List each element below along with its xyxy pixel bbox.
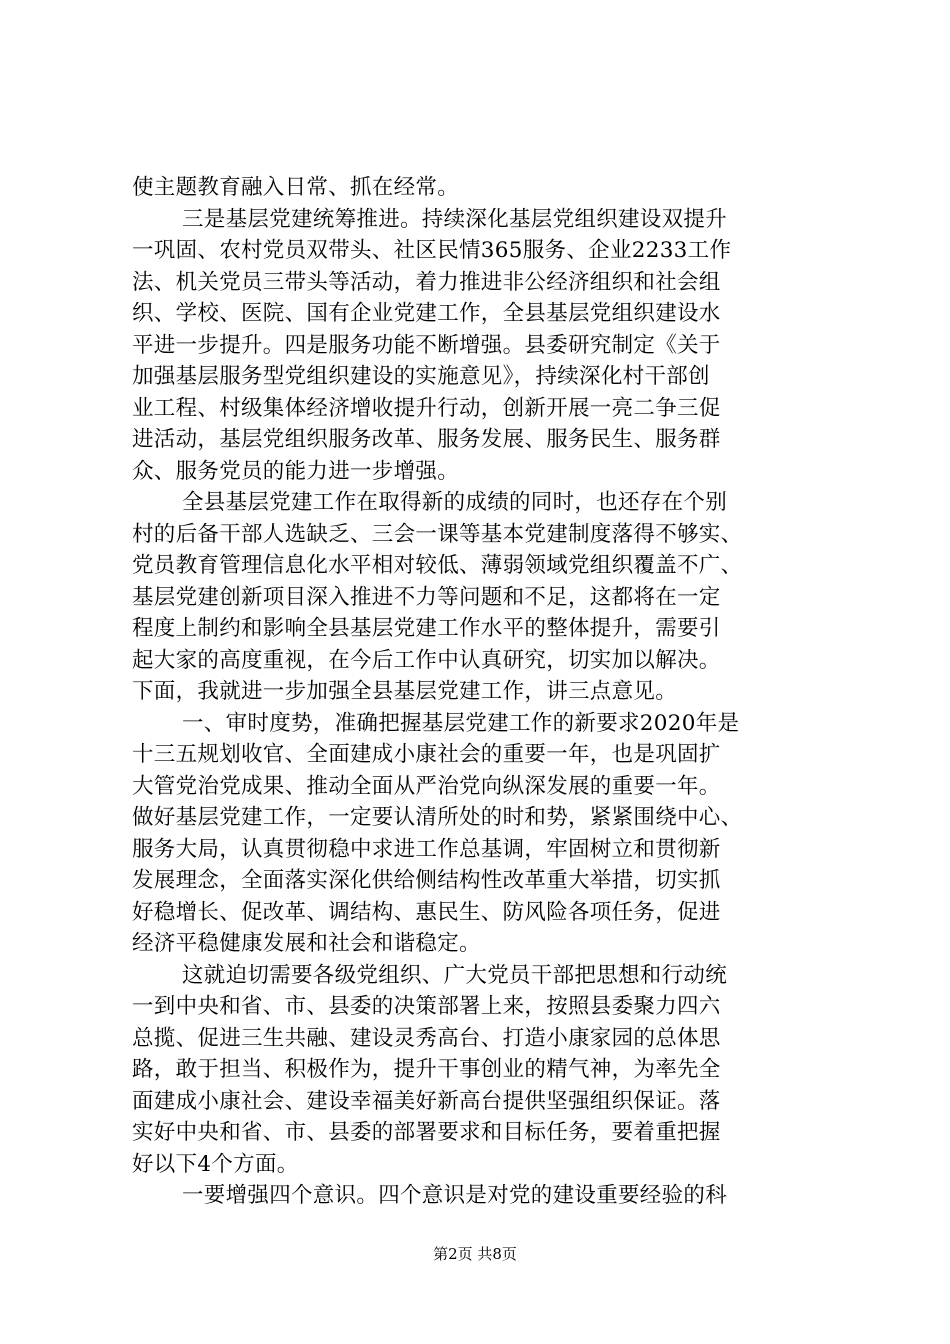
page-footer: 第2页 共8页 [433, 1245, 517, 1263]
text-line: 做好基层党建工作，一定要认清所处的时和势，紧紧围绕中心、 [132, 805, 743, 830]
text-line: 村的后备干部人选缺乏、三会一课等基本党建制度落得不够实、 [132, 521, 743, 547]
text-line: 全县基层党建工作在取得新的成绩的同时，也还存在个别 [182, 490, 728, 515]
text-line: 一要增强四个意识。四个意识是对党的建设重要经验的科 [182, 1183, 728, 1208]
text-line: 使主题教育融入日常、抓在经常。 [132, 175, 460, 200]
text-line: 大管党治党成果、推动全面从严治党向纵深发展的重要一年。 [132, 773, 721, 799]
text-line: 十三五规划收官、全面建成小康社会的重要一年，也是巩固扩 [132, 742, 721, 767]
text-line: 路，敢于担当、积极作为，提升干事创业的精气神，为率先全 [132, 1057, 721, 1082]
text-line: 好以下4个方面。 [132, 1151, 299, 1177]
text-line: 总揽、促进三生共融、建设灵秀高台、打造小康家园的总体思 [132, 1025, 721, 1051]
document-body [132, 172, 832, 1212]
text-line: 实好中央和省、市、县委的部署要求和目标任务，要着重把握 [132, 1120, 721, 1145]
text-line: 业工程、村级集体经济增收提升行动，创新开展一亮二争三促 [132, 395, 721, 421]
text-line: 织、学校、医院、国有企业党建工作，全县基层党组织建设水 [132, 301, 721, 326]
text-line: 好稳增长、促改革、调结构、惠民生、防风险各项任务，促进 [132, 899, 721, 925]
text-line: 加强基层服务型党组织建设的实施意见》，持续深化村干部创 [132, 364, 710, 389]
text-line: 一、审时度势，准确把握基层党建工作的新要求2020年是 [182, 710, 740, 736]
text-line: 服务大局，认真贯彻稳中求进工作总基调，牢固树立和贯彻新 [132, 836, 721, 862]
text-line: 程度上制约和影响全县基层党建工作水平的整体提升，需要引 [132, 616, 721, 641]
text-line: 众、服务党员的能力进一步增强。 [132, 458, 460, 484]
text-line: 一巩固、农村党员双带头、社区民情365服务、企业2233工作 [132, 238, 732, 263]
text-line: 这就迫切需要各级党组织、广大党员干部把思想和行动统 [182, 962, 728, 988]
text-line: 起大家的高度重视，在今后工作中认真研究，切实加以解决。 [132, 647, 721, 673]
text-line: 面建成小康社会、建设幸福美好新高台提供坚强组织保证。落 [132, 1088, 721, 1114]
text-line: 进活动，基层党组织服务改革、服务发展、服务民生、服务群 [132, 427, 721, 452]
text-line: 法、机关党员三带头等活动，着力推进非公经济组织和社会组 [132, 269, 721, 295]
text-line: 基层党建创新项目深入推进不力等问题和不足，这都将在一定 [132, 584, 721, 610]
text-line: 发展理念，全面落实深化供给侧结构性改革重大举措，切实抓 [132, 868, 721, 893]
text-line: 平进一步提升。四是服务功能不断增强。县委研究制定《关于 [132, 332, 721, 358]
text-line: 下面，我就进一步加强全县基层党建工作，讲三点意见。 [132, 679, 678, 704]
text-line: 一到中央和省、市、县委的决策部署上来，按照县委聚力四六 [132, 994, 721, 1019]
text-line: 经济平稳健康发展和社会和谐稳定。 [132, 931, 481, 956]
text-line: 三是基层党建统筹推进。持续深化基层党组织建设双提升 [182, 206, 728, 232]
text-line: 党员教育管理信息化水平相对较低、薄弱领域党组织覆盖不广、 [132, 553, 743, 578]
